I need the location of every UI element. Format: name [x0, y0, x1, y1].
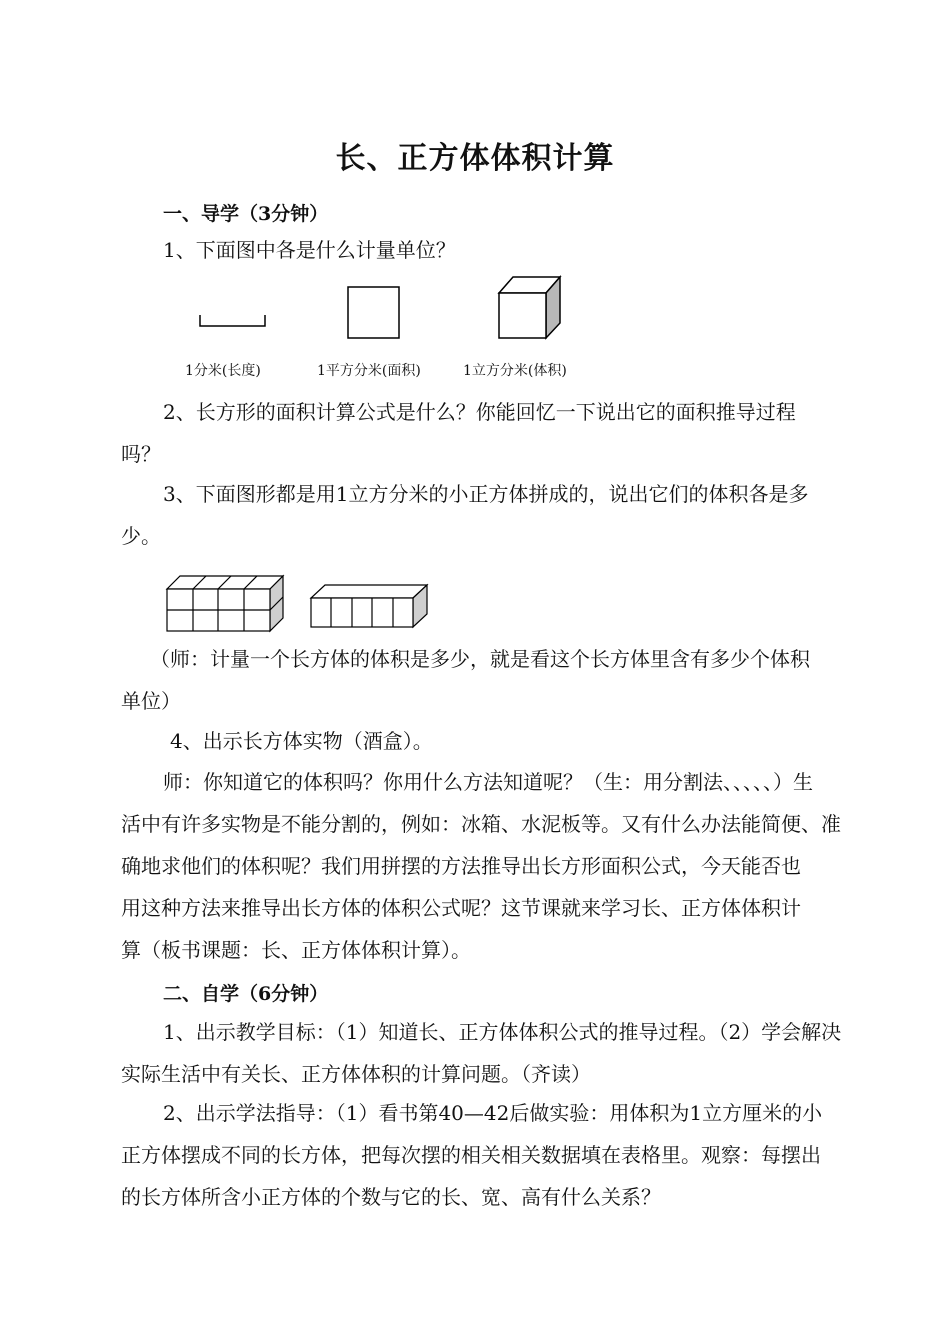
teacher-note-line1: （师：计量一个长方体的体积是多少，就是看这个长方体里含有多少个体积 — [150, 647, 810, 671]
item2-line2: 正方体摆成不同的长方体，把每次摆的相关相关数据填在表格里。观察：每摆出 — [121, 1143, 821, 1167]
teacher-note-line2: 单位） — [121, 689, 181, 713]
caption-length: 1分米(长度) — [185, 363, 261, 379]
item2-line1: 2、出示学法指导：（1）看书第40—42后做实验：用体积为1立方厘米的小 — [163, 1101, 823, 1125]
paragraph-line5: 算（板书课题：长、正方体体积计算）。 — [121, 938, 471, 962]
paragraph-line4: 用这种方法来推导出长方体的体积公式呢？这节课就来学习长、正方体体积计 — [121, 896, 801, 920]
paragraph-line3: 确地求他们的体积呢？我们用拼摆的方法推导出长方形面积公式，今天能否也 — [121, 854, 801, 878]
cuboid-figures — [165, 572, 435, 637]
section1-heading: 一、导学（3分钟） — [163, 203, 329, 225]
length-unit-figure — [200, 315, 265, 326]
unit-figures — [195, 280, 595, 350]
question-2-line2: 吗？ — [121, 442, 161, 466]
cuboid-2x4-figure — [167, 576, 283, 631]
paragraph-line2: 活中有许多实物是不能分割的，例如：冰箱、水泥板等。又有什么办法能简便、准 — [121, 812, 841, 836]
page-title: 长、正方体体积计算 — [335, 141, 615, 176]
cuboid-1x5-figure — [311, 585, 427, 627]
question-3-line2: 少。 — [121, 524, 161, 548]
item2-line3: 的长方体所含小正方体的个数与它的长、宽、高有什么关系？ — [121, 1185, 661, 1209]
question-3-line1: 3、下面图形都是用1立方分米的小正方体拼成的，说出它们的体积各是多 — [163, 482, 809, 506]
question-4: 4、出示长方体实物（酒盒）。 — [170, 729, 433, 753]
question-2-line1: 2、长方形的面积计算公式是什么？你能回忆一下说出它的面积推导过程 — [163, 400, 796, 424]
area-unit-figure — [348, 287, 399, 338]
volume-unit-figure — [499, 277, 560, 338]
item1-line2: 实际生活中有关长、正方体体积的计算问题。（齐读） — [121, 1062, 591, 1086]
caption-volume: 1立方分米(体积) — [463, 363, 567, 379]
caption-area: 1平方分米(面积) — [317, 363, 421, 379]
section2-heading: 二、自学（6分钟） — [163, 983, 329, 1005]
paragraph-line1: 师：你知道它的体积吗？你用什么方法知道呢？（生：用分割法、、、、、）生 — [163, 770, 813, 794]
question-1: 1、下面图中各是什么计量单位？ — [163, 238, 456, 262]
item1-line1: 1、出示教学目标：（1）知道长、正方体体积公式的推导过程。（2）学会解决 — [163, 1020, 842, 1044]
